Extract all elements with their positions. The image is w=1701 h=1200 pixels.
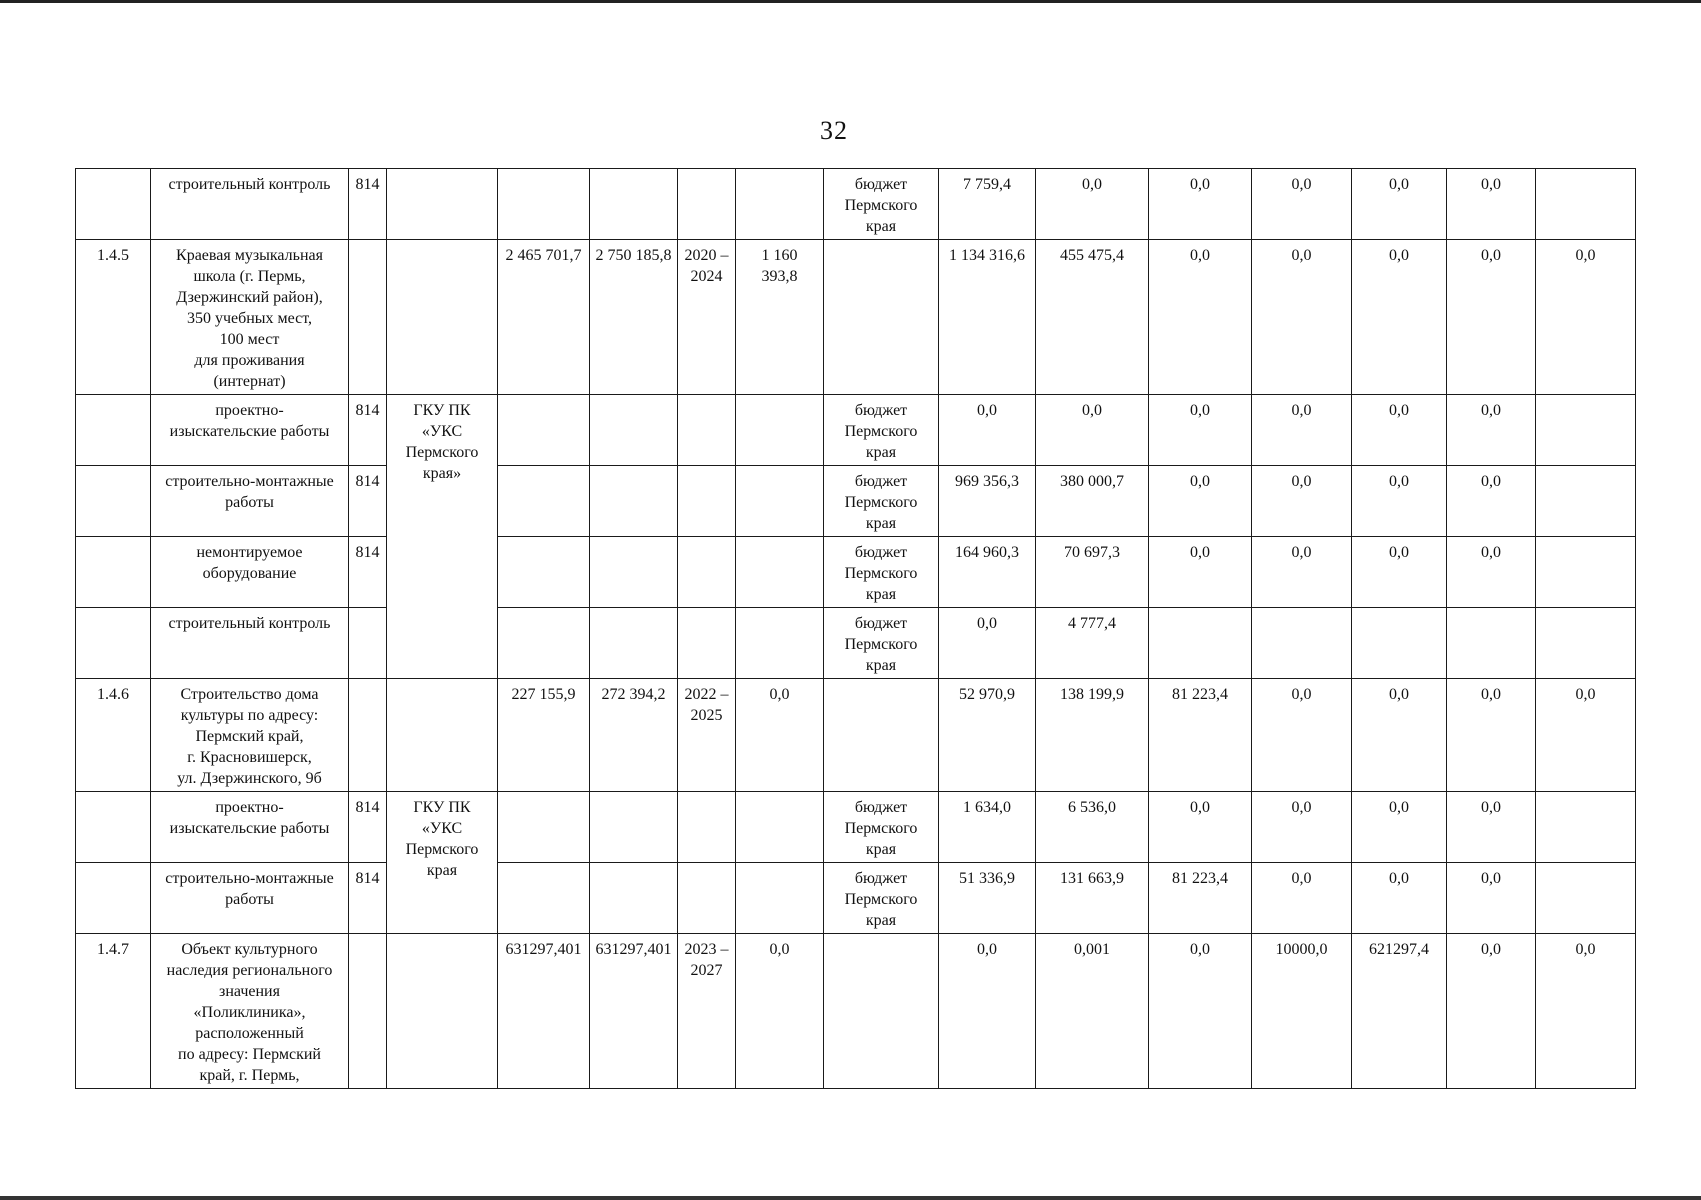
year-3-value: 0,0 — [1149, 792, 1252, 863]
year-4-value: 0,0 — [1252, 466, 1352, 537]
funding-source: бюджет Пермского края — [824, 863, 939, 934]
year-6-value: 0,0 — [1447, 934, 1536, 1089]
funding-source — [824, 679, 939, 792]
table-row — [76, 679, 1636, 792]
cost-total — [590, 466, 678, 537]
item-name: строительно-монтажные работы — [151, 466, 349, 537]
item-name: Объект культурного наследия регионального значения «Поликлиника», расположенный по адресу: Пермский край, г. Пермь, — [151, 934, 349, 1089]
year-5-value: 0,0 — [1352, 863, 1447, 934]
year-7-value — [1536, 537, 1636, 608]
budget-code: 814 — [349, 792, 387, 863]
item-name: Строительство дома культуры по адресу: Пермский край, г. Красновишерск, ул. Дзержинского, 9б — [151, 679, 349, 792]
year-4-value: 0,0 — [1252, 679, 1352, 792]
table-row — [76, 608, 1636, 679]
cost-total — [590, 863, 678, 934]
executor — [387, 240, 498, 395]
funding-source: бюджет Пермского края — [824, 792, 939, 863]
prev-funding — [736, 792, 824, 863]
funding-source: бюджет Пермского края — [824, 537, 939, 608]
executor — [387, 934, 498, 1089]
budget-code: 814 — [349, 466, 387, 537]
year-6-value: 0,0 — [1447, 240, 1536, 395]
cost-estimate — [498, 395, 590, 466]
year-1-value: 164 960,3 — [939, 537, 1036, 608]
year-4-value: 0,0 — [1252, 240, 1352, 395]
year-6-value: 0,0 — [1447, 169, 1536, 240]
period — [678, 863, 736, 934]
funding-source: бюджет Пермского края — [824, 466, 939, 537]
year-7-value — [1536, 863, 1636, 934]
row-number: 1.4.7 — [76, 934, 151, 1089]
page-number: 32 — [820, 116, 848, 145]
year-1-value: 51 336,9 — [939, 863, 1036, 934]
year-5-value: 0,0 — [1352, 169, 1447, 240]
year-4-value: 0,0 — [1252, 169, 1352, 240]
executor: ГКУ ПК «УКС Пермского края — [387, 792, 498, 934]
prev-funding — [736, 863, 824, 934]
row-number: 1.4.6 — [76, 679, 151, 792]
year-7-value — [1536, 169, 1636, 240]
year-6-value: 0,0 — [1447, 679, 1536, 792]
budget-code — [349, 934, 387, 1089]
cost-total: 631297,401 — [590, 934, 678, 1089]
year-4-value: 0,0 — [1252, 395, 1352, 466]
year-1-value: 969 356,3 — [939, 466, 1036, 537]
row-number — [76, 537, 151, 608]
item-name: немонтируемое оборудование — [151, 537, 349, 608]
year-5-value: 621297,4 — [1352, 934, 1447, 1089]
year-3-value: 0,0 — [1149, 240, 1252, 395]
budget-code — [349, 679, 387, 792]
cost-total — [590, 537, 678, 608]
budget-code — [349, 240, 387, 395]
funding-source: бюджет Пермского края — [824, 395, 939, 466]
item-name: строительный контроль — [151, 608, 349, 679]
year-4-value: 10000,0 — [1252, 934, 1352, 1089]
funding-source — [824, 240, 939, 395]
year-6-value: 0,0 — [1447, 537, 1536, 608]
year-6-value: 0,0 — [1447, 466, 1536, 537]
prev-funding — [736, 608, 824, 679]
year-2-value: 0,0 — [1036, 169, 1149, 240]
year-6-value: 0,0 — [1447, 792, 1536, 863]
year-3-value: 0,0 — [1149, 537, 1252, 608]
period: 2023 – 2027 — [678, 934, 736, 1089]
year-7-value — [1536, 395, 1636, 466]
year-2-value: 455 475,4 — [1036, 240, 1149, 395]
budget-code: 814 — [349, 863, 387, 934]
cost-total — [590, 169, 678, 240]
item-name: строительно-монтажные работы — [151, 863, 349, 934]
period — [678, 537, 736, 608]
year-7-value: 0,0 — [1536, 679, 1636, 792]
item-name: строительный контроль — [151, 169, 349, 240]
executor: ГКУ ПК «УКС Пермского края» — [387, 395, 498, 679]
item-name: проектно- изыскательские работы — [151, 792, 349, 863]
prev-funding: 1 160 393,8 — [736, 240, 824, 395]
cost-estimate — [498, 608, 590, 679]
cost-estimate: 2 465 701,7 — [498, 240, 590, 395]
scan-edge-top — [0, 0, 1701, 3]
year-2-value: 4 777,4 — [1036, 608, 1149, 679]
year-3-value — [1149, 608, 1252, 679]
prev-funding — [736, 537, 824, 608]
table-row — [76, 537, 1636, 608]
budget-code — [349, 608, 387, 679]
row-number: 1.4.5 — [76, 240, 151, 395]
year-1-value: 1 134 316,6 — [939, 240, 1036, 395]
period — [678, 792, 736, 863]
row-number — [76, 395, 151, 466]
prev-funding: 0,0 — [736, 679, 824, 792]
year-2-value: 131 663,9 — [1036, 863, 1149, 934]
year-1-value: 7 759,4 — [939, 169, 1036, 240]
cost-estimate — [498, 169, 590, 240]
table-row — [76, 169, 1636, 240]
year-3-value: 81 223,4 — [1149, 863, 1252, 934]
year-7-value — [1536, 608, 1636, 679]
row-number — [76, 466, 151, 537]
year-1-value: 0,0 — [939, 608, 1036, 679]
period: 2020 – 2024 — [678, 240, 736, 395]
year-6-value: 0,0 — [1447, 395, 1536, 466]
item-name: Краевая музыкальная школа (г. Пермь, Дзержинский район), 350 учебных мест, 100 мест для проживания (интернат) — [151, 240, 349, 395]
year-5-value: 0,0 — [1352, 537, 1447, 608]
period — [678, 169, 736, 240]
year-3-value: 0,0 — [1149, 395, 1252, 466]
table-row — [76, 863, 1636, 934]
row-number — [76, 863, 151, 934]
year-1-value: 1 634,0 — [939, 792, 1036, 863]
cost-total — [590, 395, 678, 466]
year-5-value: 0,0 — [1352, 679, 1447, 792]
year-1-value: 0,0 — [939, 395, 1036, 466]
year-3-value: 0,0 — [1149, 466, 1252, 537]
year-3-value: 0,0 — [1149, 169, 1252, 240]
executor — [387, 679, 498, 792]
year-2-value: 0,0 — [1036, 395, 1149, 466]
cost-estimate — [498, 466, 590, 537]
table-row — [76, 792, 1636, 863]
year-4-value: 0,0 — [1252, 792, 1352, 863]
period: 2022 – 2025 — [678, 679, 736, 792]
prev-funding — [736, 466, 824, 537]
row-number — [76, 608, 151, 679]
budget-code: 814 — [349, 395, 387, 466]
year-6-value — [1447, 608, 1536, 679]
table-row — [76, 240, 1636, 395]
period — [678, 395, 736, 466]
year-5-value: 0,0 — [1352, 466, 1447, 537]
row-number — [76, 169, 151, 240]
scan-edge-bottom — [0, 1196, 1701, 1200]
cost-estimate: 227 155,9 — [498, 679, 590, 792]
year-7-value — [1536, 466, 1636, 537]
prev-funding: 0,0 — [736, 934, 824, 1089]
year-6-value: 0,0 — [1447, 863, 1536, 934]
cost-estimate — [498, 863, 590, 934]
cost-estimate — [498, 537, 590, 608]
year-2-value: 70 697,3 — [1036, 537, 1149, 608]
funding-source: бюджет Пермского края — [824, 169, 939, 240]
year-2-value: 138 199,9 — [1036, 679, 1149, 792]
year-5-value: 0,0 — [1352, 240, 1447, 395]
row-number — [76, 792, 151, 863]
year-1-value: 52 970,9 — [939, 679, 1036, 792]
cost-total: 272 394,2 — [590, 679, 678, 792]
table-row — [76, 466, 1636, 537]
cost-total — [590, 792, 678, 863]
period — [678, 466, 736, 537]
year-3-value: 0,0 — [1149, 934, 1252, 1089]
cost-total: 2 750 185,8 — [590, 240, 678, 395]
funding-source: бюджет Пермского края — [824, 608, 939, 679]
year-4-value: 0,0 — [1252, 537, 1352, 608]
period — [678, 608, 736, 679]
cost-total — [590, 608, 678, 679]
item-name: проектно- изыскательские работы — [151, 395, 349, 466]
year-5-value — [1352, 608, 1447, 679]
year-7-value: 0,0 — [1536, 240, 1636, 395]
year-4-value: 0,0 — [1252, 863, 1352, 934]
budget-code: 814 — [349, 169, 387, 240]
year-7-value — [1536, 792, 1636, 863]
year-3-value: 81 223,4 — [1149, 679, 1252, 792]
budget-table — [75, 168, 1636, 1089]
table-row — [76, 395, 1636, 466]
year-5-value: 0,0 — [1352, 395, 1447, 466]
year-1-value: 0,0 — [939, 934, 1036, 1089]
table-row — [76, 934, 1636, 1089]
cost-estimate: 631297,401 — [498, 934, 590, 1089]
year-2-value: 0,001 — [1036, 934, 1149, 1089]
funding-source — [824, 934, 939, 1089]
prev-funding — [736, 169, 824, 240]
year-7-value: 0,0 — [1536, 934, 1636, 1089]
prev-funding — [736, 395, 824, 466]
year-2-value: 6 536,0 — [1036, 792, 1149, 863]
year-5-value: 0,0 — [1352, 792, 1447, 863]
cost-estimate — [498, 792, 590, 863]
year-4-value — [1252, 608, 1352, 679]
year-2-value: 380 000,7 — [1036, 466, 1149, 537]
budget-code: 814 — [349, 537, 387, 608]
executor — [387, 169, 498, 240]
